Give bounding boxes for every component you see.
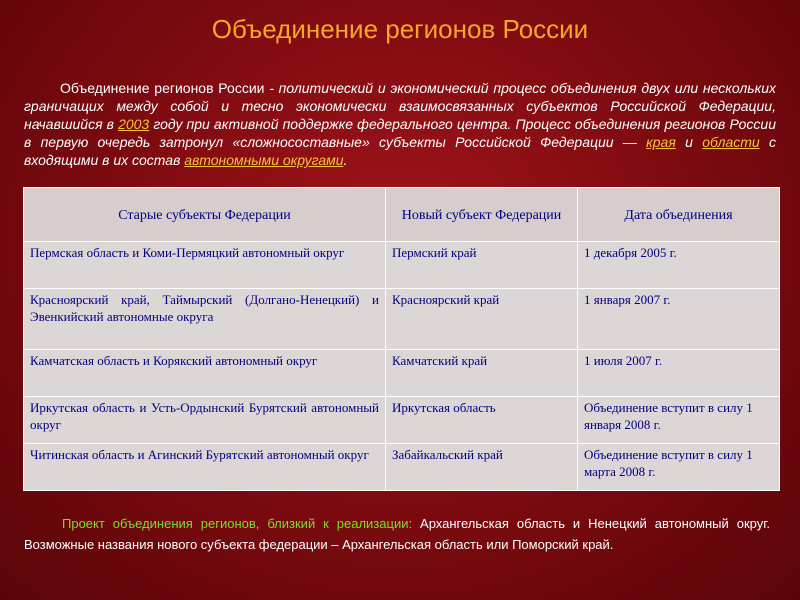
table-row bbox=[24, 242, 780, 289]
link-2003[interactable]: 2003 bbox=[118, 116, 150, 132]
table-row bbox=[24, 350, 780, 397]
table-row bbox=[24, 397, 780, 444]
footer-lead: Проект объединения регионов, близкий к реализации: bbox=[62, 516, 413, 531]
cell-new-subject: Красноярский край bbox=[386, 289, 578, 350]
header-old-subjects: Старые субъекты Федерации bbox=[24, 188, 386, 242]
cell-merge-date: 1 января 2007 г. bbox=[578, 289, 780, 350]
cell-merge-date: Объединение вступит в силу 1 января 2008 г. bbox=[578, 397, 780, 444]
intro-text-d: с входящими в их состав bbox=[24, 134, 776, 168]
header-merge-date: Дата объединения bbox=[578, 188, 780, 242]
cell-old-subjects: Читинская область и Агинский Бурятский автономный округ bbox=[24, 444, 386, 491]
cell-old-subjects: Красноярский край, Таймырский (Долгано-Ненецкий) и Эвенкийский автономные округа bbox=[24, 289, 386, 350]
link-oblast[interactable]: области bbox=[702, 134, 760, 150]
intro-text-e: . bbox=[343, 152, 348, 168]
intro-text-c: и bbox=[675, 134, 703, 150]
cell-merge-date: 1 июля 2007 г. bbox=[578, 350, 780, 397]
intro-text-a: - политический и экономический процесс объединения двух или нескольких граничащих между собой и тесно экономически взаимосвязанных субъектов Российской Федерации, начавшийся в bbox=[24, 80, 777, 132]
slide-title: Объединение регионов России bbox=[211, 14, 589, 44]
header-new-subject: Новый субъект Федерации bbox=[386, 188, 578, 242]
footer-text: Архангельская область и Ненецкий автономный округ. Возможные названия нового субъекта федерации – Архангельская область или Поморский край. bbox=[24, 516, 770, 552]
table-row bbox=[24, 289, 780, 350]
intro-term: Объединение регионов России bbox=[60, 80, 265, 96]
cell-new-subject: Забайкальский край bbox=[386, 444, 578, 491]
table-header-row bbox=[24, 188, 780, 242]
cell-new-subject: Иркутская область bbox=[386, 397, 578, 444]
regions-merger-table bbox=[23, 187, 780, 491]
cell-old-subjects: Иркутская область и Усть-Ордынский Бурятский автономный округ bbox=[24, 397, 386, 444]
cell-new-subject: Пермский край bbox=[386, 242, 578, 289]
cell-old-subjects: Пермская область и Коми-Пермяцкий автономный округ bbox=[24, 242, 386, 289]
cell-old-subjects: Камчатская область и Корякский автономный округ bbox=[24, 350, 386, 397]
intro-paragraph bbox=[24, 79, 776, 169]
cell-merge-date: 1 декабря 2005 г. bbox=[578, 242, 780, 289]
intro-text-b: году при активной поддержке федерального центра. Процесс объединения регионов России в первую очередь затронул «сложносоставные» субъекты Российской Федерации — bbox=[24, 116, 776, 150]
link-krai[interactable]: края bbox=[646, 134, 676, 150]
link-autonomous-okrug[interactable]: автономными округами bbox=[184, 152, 344, 168]
cell-merge-date: Объединение вступит в силу 1 марта 2008 г. bbox=[578, 444, 780, 491]
footer-paragraph bbox=[24, 513, 770, 555]
cell-new-subject: Камчатский край bbox=[386, 350, 578, 397]
table-row bbox=[24, 444, 780, 491]
